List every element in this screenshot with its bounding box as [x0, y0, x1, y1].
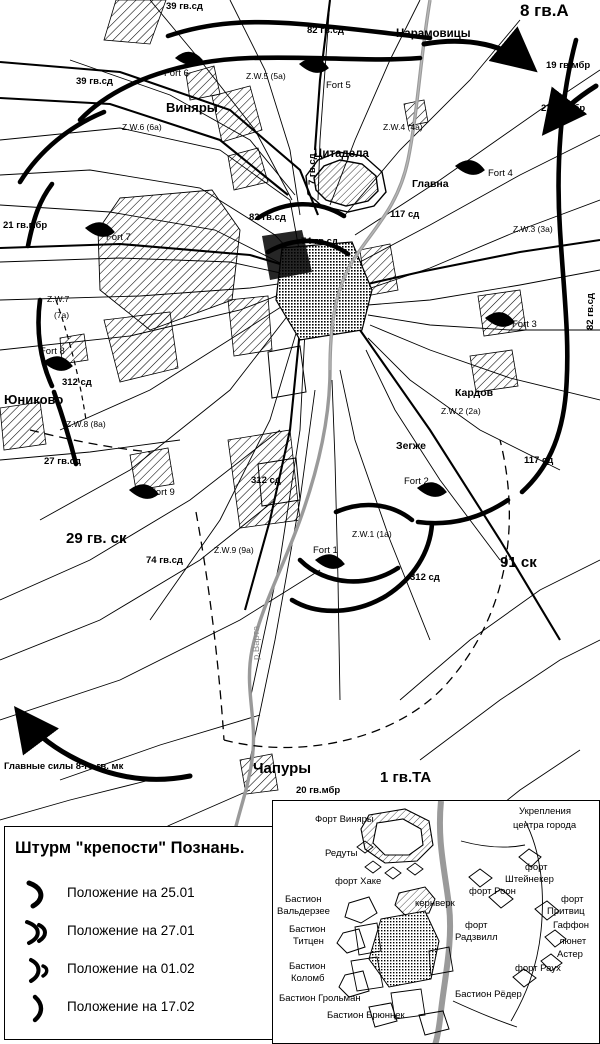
- label-zw-9: Z.W.9 (9a): [214, 545, 254, 555]
- label-unit-19gvmbr: 19 гв.мбр: [546, 60, 591, 71]
- inset-map: [272, 800, 600, 1044]
- label-unit-21gvmbr-e: 21 гв.мбр: [541, 103, 586, 114]
- inset-basemap: [273, 801, 600, 1044]
- label-place-chapury: Чапуры: [253, 760, 312, 777]
- legend-item-3: [19, 993, 277, 1023]
- label-corps-29gvsk: 29 гв. ск: [66, 530, 127, 547]
- label-unit-74gvsd-s: 74 гв.сд: [146, 555, 183, 566]
- label-unit-39gvsd-n: 39 гв.сд: [166, 1, 203, 12]
- label-unit-117sd-n: 117 сд: [390, 209, 420, 220]
- label-zw-7a: (7a): [54, 310, 70, 320]
- label-place-citadela: Цитадела: [314, 148, 369, 160]
- label-unit-27gvsd: 27 гв.сд: [44, 456, 81, 467]
- inset-label-fort-3: форт: [465, 920, 488, 931]
- inset-label-pritvic: Притвиц: [547, 906, 585, 917]
- inset-label-bryunnek: Бастион Брюннек: [327, 1010, 405, 1021]
- inset-label-centra-goroda: центра города: [513, 820, 577, 831]
- inset-label-fort-roon: форт Роон: [469, 886, 516, 897]
- label-fort-1: Fort 1: [313, 545, 338, 556]
- label-main-forces: Главные силы 8-го гв. мк: [4, 761, 124, 772]
- label-unit-82gvsd-n: 82 гв.сд: [307, 25, 344, 36]
- label-unit-21gvmbr-w: 21 гв.мбр: [3, 220, 48, 231]
- label-place-yunikovo: Юниково: [4, 392, 64, 407]
- label-place-glavna: Главна: [412, 178, 449, 190]
- legend-symbol-01-02: [19, 955, 63, 985]
- label-fort-4: Fort 4: [488, 168, 513, 179]
- label-army-8gv: 8 гв.А: [520, 1, 569, 20]
- label-fort-3: Fort 3: [512, 319, 537, 330]
- label-zw-4: Z.W.4 (4a): [383, 122, 423, 132]
- legend-label-1: Положение на 27.01: [67, 923, 195, 938]
- label-zw-6: Z.W.6 (6a): [122, 122, 162, 132]
- inset-label-redoubts: Редуты: [325, 848, 358, 859]
- label-unit-312sd-w: 312 сд: [62, 377, 92, 388]
- label-unit-74gvsd-c: 74 гв.сд: [301, 236, 338, 247]
- label-unit-82gvsd-e: 82 гв.сд: [585, 293, 596, 330]
- inset-label-bastion-1: Бастион: [285, 894, 322, 905]
- legend-item-2: [19, 955, 277, 985]
- label-unit-312sd-s: 312 сд: [410, 572, 440, 583]
- legend-label-3: Положение на 17.02: [67, 999, 195, 1014]
- legend-label-0: Положение на 25.01: [67, 885, 195, 900]
- label-unit-82gvsd-c: 82 гв.сд: [249, 212, 286, 223]
- inset-label-fort-hake: форт Хаке: [335, 876, 382, 887]
- inset-label-fort-1: форт: [525, 862, 548, 873]
- label-unit-117sd-e: 117 сд: [524, 455, 554, 466]
- inset-label-fort-2: форт: [561, 894, 584, 905]
- inset-label-shteyneker: Штейнекер: [505, 874, 554, 885]
- label-unit-20gvmbr: 20 гв.мбр: [296, 785, 341, 796]
- legend-symbol-27-01: [19, 917, 63, 947]
- legend-symbol-17-02: [19, 993, 63, 1023]
- label-zw-5: Z.W.5 (5a): [246, 71, 286, 81]
- inset-label-radzvill: Радзвилл: [455, 932, 498, 943]
- label-place-kardov: Кардов: [455, 387, 494, 399]
- label-unit-312sd-c: 312 сд: [251, 475, 281, 486]
- label-fort-5: Fort 5: [326, 80, 351, 91]
- legend-item-1: [19, 917, 277, 947]
- label-place-zegzhe: Зегже: [396, 440, 426, 452]
- inset-label-reder: Бастион Рёдер: [455, 989, 522, 1000]
- label-zw-7: Z.W.7: [47, 294, 70, 304]
- legend-item-0: [19, 879, 277, 909]
- label-unit-7gvsd: 7 гв.сд: [307, 153, 318, 185]
- label-zw-8: Z.W.8 (8a): [66, 419, 106, 429]
- label-river-warta: р.Варта: [251, 625, 262, 660]
- label-fort-6: Fort 6: [164, 68, 189, 79]
- inset-label-bastion-3: Бастион: [289, 961, 326, 972]
- label-zw-2: Z.W.2 (2a): [441, 406, 481, 416]
- legend-symbol-25-01: [19, 879, 63, 909]
- inset-label-aster: Астер: [557, 949, 583, 960]
- inset-label-lyunet: люнет: [559, 936, 587, 947]
- legend-box: [4, 826, 280, 1040]
- label-zw-3: Z.W.3 (3a): [513, 224, 553, 234]
- legend-label-2: Положение на 01.02: [67, 961, 195, 976]
- inset-label-kolomb: Коломб: [291, 973, 325, 984]
- label-zw-1: Z.W.1 (1a): [352, 529, 392, 539]
- inset-label-fort-vinyary: Форт Виняры: [315, 814, 374, 825]
- label-place-vinyary: Виняры: [166, 100, 218, 115]
- inset-label-grolman: Бастион Грольман: [279, 993, 361, 1004]
- legend-title: Штурм "крепости" Познань.: [15, 839, 245, 857]
- inset-label-kernverk: кернверк: [415, 898, 455, 909]
- inset-label-fort-rauh: форт Раух: [515, 963, 561, 974]
- label-fort-9: Fort 9: [150, 487, 175, 498]
- inset-label-valderzee: Вальдерзее: [277, 906, 330, 917]
- label-unit-39gvsd-w: 39 гв.сд: [76, 76, 113, 87]
- inset-label-bastion-2: Бастион: [289, 924, 326, 935]
- inset-label-gaffon: Гаффон: [553, 920, 590, 931]
- inset-label-titcen: Титцен: [293, 936, 324, 947]
- inset-label-ukrepleniya: Укрепления: [519, 806, 571, 817]
- label-fort-8: Fort 8: [40, 346, 65, 357]
- label-corps-91sk: 91 ск: [500, 554, 537, 571]
- label-army-1gvta: 1 гв.ТА: [380, 769, 432, 786]
- label-place-naramovicy: Нарамовицы: [396, 28, 471, 40]
- label-fort-7: Fort 7: [106, 232, 131, 243]
- label-fort-2: Fort 2: [404, 476, 429, 487]
